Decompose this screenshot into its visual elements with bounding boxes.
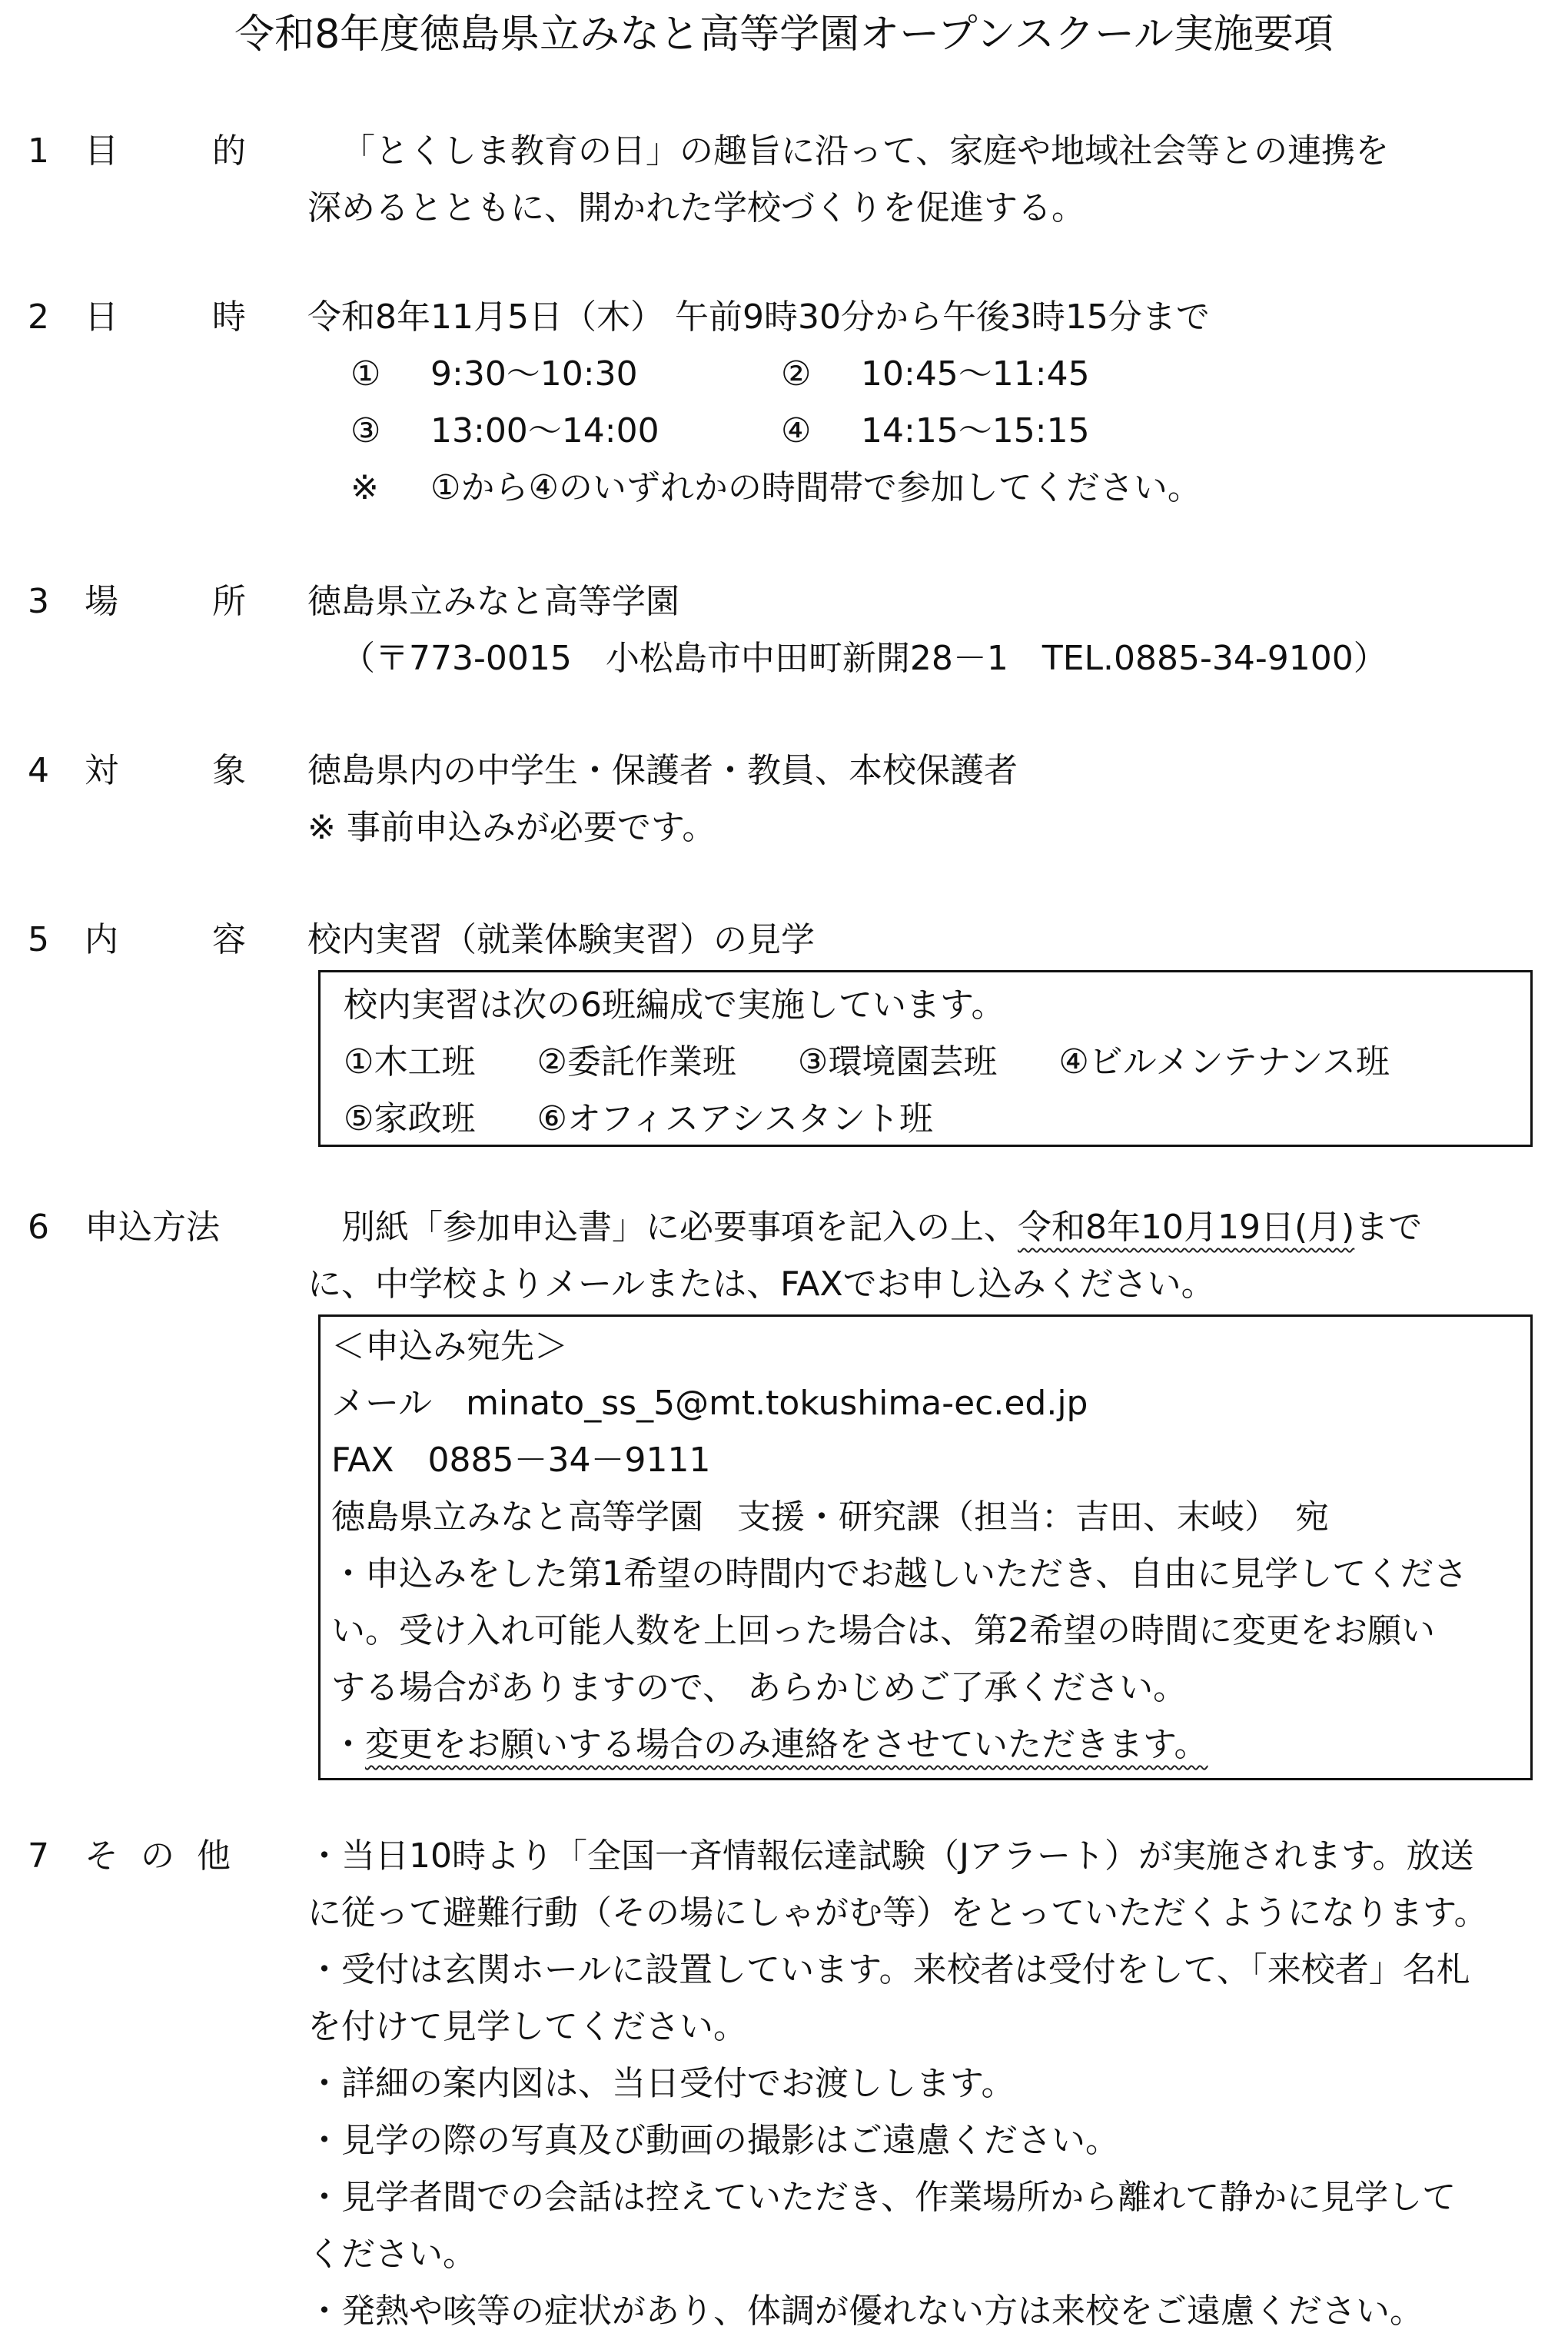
section-number: 1 xyxy=(28,131,49,171)
section-label: 目 的 xyxy=(85,131,246,171)
section-number: 7 xyxy=(28,1836,49,1876)
address-line: （〒773-0015 小松島市中田町新開28－1 TEL.0885-34-9100） xyxy=(341,639,1387,678)
section-number: 4 xyxy=(28,751,49,790)
slot-time: 9:30～10:30 xyxy=(430,354,638,394)
text-line: ください。 xyxy=(307,2235,477,2274)
section-number: 5 xyxy=(28,920,49,959)
slot-mark: ② xyxy=(781,354,812,394)
text-line: ※ 事前申込みが必要です。 xyxy=(307,808,716,847)
text-line: ・当日10時より「全国一斉情報伝達試験（Jアラート）が実施されます。放送 xyxy=(307,1836,1474,1876)
section-number: 2 xyxy=(28,297,49,337)
section-body xyxy=(307,743,1537,856)
note-line xyxy=(307,460,1537,517)
slot-mark: ③ xyxy=(350,411,381,450)
section-label: そ の 他 xyxy=(85,1836,231,1876)
section-label: 内 容 xyxy=(85,920,246,959)
slot-time: 10:45～11:45 xyxy=(861,354,1090,394)
fax-line: FAX 0885－34－9111 xyxy=(331,1441,711,1480)
note-line: い。受け入れ可能人数を上回った場合は、第2希望の時間に変更をお願い xyxy=(331,1611,1435,1650)
section-body xyxy=(307,123,1537,237)
group-item: ⑥オフィスアシスタント班 xyxy=(537,1099,933,1138)
section-label: 場 所 xyxy=(85,582,246,621)
section-label: 日 時 xyxy=(85,297,246,337)
text-line: ・見学者間での会話は控えていただき、作業場所から離れて静かに見学して xyxy=(307,2178,1457,2217)
section-body xyxy=(307,912,1537,969)
date-line: 令和8年11月5日（木） 午前9時30分から午後3時15分まで xyxy=(307,297,1210,337)
text-line: ・詳細の案内図は、当日受付でお渡しします。 xyxy=(307,2064,1015,2103)
section-body xyxy=(307,289,1537,517)
groups-intro: 校内実習は次の6班編成で実施しています。 xyxy=(344,985,1005,1025)
note-line: ・申込みをした第1希望の時間内でお越しいただき、自由に見学してくださ xyxy=(331,1554,1468,1594)
application-box xyxy=(318,1314,1533,1780)
group-item: ④ビルメンテナンス班 xyxy=(1058,1042,1390,1082)
contact-note: 変更をお願いする場合のみ連絡をさせていただきます。 xyxy=(365,1725,1208,1764)
destination-line: 徳島県立みなと高等学園 支援・研究課（担当：吉田、末岐） 宛 xyxy=(331,1497,1329,1537)
box-heading: ＜申込み宛先＞ xyxy=(331,1327,568,1366)
groups-row xyxy=(344,1091,1530,1148)
text-line: を付けて見学してください。 xyxy=(307,2007,747,2046)
document-title: 令和8年度徳島県立みなと高等学園オープンスクール実施要項 xyxy=(234,12,1334,58)
group-item: ⑤家政班 xyxy=(344,1099,476,1138)
group-item: ②委託作業班 xyxy=(537,1042,736,1082)
groups-box xyxy=(318,970,1533,1147)
slot-mark: ① xyxy=(350,354,381,394)
text-line: に従って避難行動（その場にしゃがむ等）をとっていただくようになります。 xyxy=(307,1893,1488,1933)
time-slots-row xyxy=(307,346,1537,403)
text-line: ・受付は玄関ホールに設置しています。来校者は受付をして、「来校者」名札 xyxy=(307,1950,1470,1989)
note-text: ①から④のいずれかの時間帯で参加してください。 xyxy=(430,468,1201,507)
section-label: 対 象 xyxy=(85,751,246,790)
section-number: 3 xyxy=(28,582,49,621)
group-item: ③環境園芸班 xyxy=(797,1042,998,1082)
section-number: 6 xyxy=(28,1208,49,1247)
email-line[interactable]: メール minato_ss_5@mt.tokushima-ec.ed.jp xyxy=(331,1384,1088,1423)
text-line: ・見学の際の写真及び動画の撮影はご遠慮ください。 xyxy=(307,2121,1119,2160)
text-line: ・発熱や咳等の症状があり、体調が優れない方は来校をご遠慮ください。 xyxy=(307,2291,1423,2331)
school-name: 徳島県立みなと高等学園 xyxy=(307,582,679,621)
time-slots-row xyxy=(307,403,1537,460)
section-body xyxy=(307,1828,1537,2340)
text-line: 「とくしま教育の日」の趣旨に沿って、家庭や地域社会等との連携を xyxy=(341,131,1390,171)
text-line: に、中学校よりメールまたは、FAXでお申し込みください。 xyxy=(307,1265,1215,1304)
note-line: する場合がありますので、 あらかじめご了承ください。 xyxy=(331,1668,1188,1707)
slot-time: 14:15～15:15 xyxy=(861,411,1090,450)
note-mark: ※ xyxy=(350,468,379,507)
text-line: 校内実習（就業体験実習）の見学 xyxy=(307,920,815,959)
section-body xyxy=(307,1199,1537,1313)
group-item: ①木工班 xyxy=(344,1042,476,1082)
text-line: 徳島県内の中学生・保護者・教員、本校保護者 xyxy=(307,751,1018,790)
text-line: 別紙「参加申込書」に必要事項を記入の上、令和8年10月19日(月)まで xyxy=(341,1208,1423,1247)
slot-time: 13:00～14:00 xyxy=(430,411,659,450)
note-line: ・変更をお願いする場合のみ連絡をさせていただきます。 xyxy=(331,1725,1208,1764)
groups-row xyxy=(344,1034,1530,1091)
section-label: 申込方法 xyxy=(85,1208,220,1247)
section-body xyxy=(307,573,1537,687)
slot-mark: ④ xyxy=(781,411,812,450)
deadline-date: 令和8年10月19日(月) xyxy=(1018,1208,1355,1247)
text-line: 深めるとともに、開かれた学校づくりを促進する。 xyxy=(307,188,1085,228)
